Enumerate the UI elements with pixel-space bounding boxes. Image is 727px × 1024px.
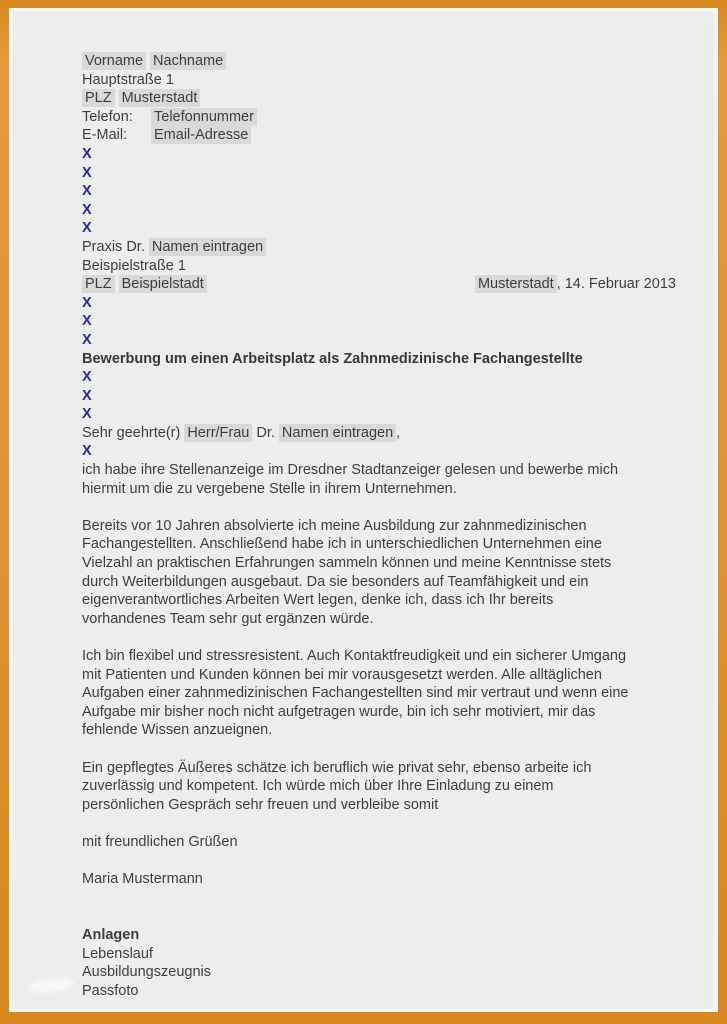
sender-name-line bbox=[82, 52, 676, 71]
sender-postal-placeholder: PLZ bbox=[82, 89, 115, 107]
paragraph-line: Bereits vor 10 Jahren absolvierte ich meine Ausbildung zur zahnmedizinischen bbox=[82, 517, 587, 534]
recipient-name-placeholder: Namen eintragen bbox=[149, 238, 266, 256]
recipient-name-prefix: Praxis Dr. bbox=[82, 238, 145, 255]
sender-city-line bbox=[82, 89, 676, 108]
x-marker-line: X bbox=[82, 331, 92, 348]
paragraph-line: fehlende Wissen anzueignen. bbox=[82, 722, 273, 739]
sender-first-name-placeholder: Vorname bbox=[82, 52, 146, 70]
paragraph-line: vorhandenes Team sehr gut ergänzen würde. bbox=[82, 610, 374, 627]
paragraph-4 bbox=[82, 759, 676, 815]
email-value-placeholder: Email-Adresse bbox=[151, 126, 251, 144]
enclosures-block bbox=[82, 926, 676, 1000]
x-marker-line: X bbox=[82, 406, 92, 423]
paragraph-line: persönlichen Gespräch sehr freuen und verbleibe somit bbox=[82, 796, 439, 813]
salutation-title-placeholder: Herr/Frau bbox=[184, 424, 252, 442]
recipient-city-group bbox=[82, 275, 207, 294]
recipient-block bbox=[82, 238, 676, 294]
letter-content bbox=[12, 11, 676, 1000]
salutation-prefix: Sehr geehrte(r) bbox=[82, 424, 181, 441]
paragraph-line: Aufgabe mir bisher noch nicht aufgetragen wurde, bin ich sehr motiviert, mir das bbox=[82, 703, 596, 720]
salutation-middle: Dr. bbox=[256, 424, 275, 441]
recipient-postal-placeholder: PLZ bbox=[82, 275, 115, 293]
enclosures-title: Anlagen bbox=[82, 926, 140, 943]
paragraph-line: Ich bin flexibel und stressresistent. Auch Kontaktfreudigkeit und ein sicherer Umgang bbox=[82, 648, 627, 664]
x-marker-line: X bbox=[82, 294, 92, 311]
paragraph-3 bbox=[82, 647, 676, 740]
enclosure-item: Lebenslauf bbox=[82, 945, 153, 962]
recipient-city-placeholder: Beispielstadt bbox=[119, 275, 207, 293]
x-marker-line: X bbox=[82, 220, 92, 237]
signature-line: Maria Mustermann bbox=[82, 871, 203, 888]
sender-phone-line bbox=[82, 108, 676, 127]
paragraph-line: hiermit um die zu vergebene Stelle in ihrem Unternehmen. bbox=[82, 480, 457, 497]
paragraph-line: Aufgaben einer zahnmedizinischen Fachangestellten sind mir vertraut und wenn eine bbox=[82, 685, 629, 702]
salutation-name-placeholder: Namen eintragen bbox=[279, 424, 396, 442]
enclosure-item: Ausbildungszeugnis bbox=[82, 964, 211, 981]
date-city-placeholder: Musterstadt bbox=[475, 275, 557, 293]
x-marker-line: X bbox=[82, 164, 92, 181]
sender-last-name-placeholder: Nachname bbox=[150, 52, 226, 70]
email-label: E-Mail: bbox=[82, 127, 128, 144]
paragraph-2 bbox=[82, 517, 676, 629]
sender-block bbox=[82, 52, 676, 145]
recipient-street-line: Beispielstraße 1 bbox=[82, 257, 186, 274]
x-marker-line: X bbox=[82, 369, 92, 386]
closing-line: mit freundlichen Grüßen bbox=[82, 833, 238, 850]
recipient-city-and-date-line bbox=[82, 275, 676, 294]
paragraph-line: zuverlässig und kompetent. Ich würde mich über Ihre Einladung zu einem bbox=[82, 778, 554, 795]
subject-line: Bewerbung um einen Arbeitsplatz als Zahnmedizinische Fachangestellte bbox=[82, 350, 583, 367]
paragraph-1 bbox=[82, 461, 676, 498]
phone-value-placeholder: Telefonnummer bbox=[151, 108, 257, 126]
x-marker-line: X bbox=[82, 183, 92, 200]
paragraph-line: Ein gepflegtes Äußeres schätze ich beruflich wie privat sehr, ebenso arbeite ich bbox=[82, 759, 592, 776]
date-group bbox=[475, 275, 676, 294]
sender-email-line bbox=[82, 126, 676, 145]
x-marker-line: X bbox=[82, 443, 92, 460]
paragraph-line: durch Weiterbildungen ausgebaut. Da sie besonders auf Teamfähigkeit und ein bbox=[82, 573, 589, 590]
paragraph-line: mit Patienten und Kunden können bei mir vorausgesetzt werden. Alle alltäglichen bbox=[82, 666, 602, 683]
phone-label: Telefon: bbox=[82, 108, 133, 125]
paragraph-line: ich habe ihre Stellenanzeige im Dresdner Stadtanzeiger gelesen und bewerbe mich bbox=[82, 462, 619, 479]
salutation-comma: , bbox=[396, 424, 401, 441]
x-marker-line: X bbox=[82, 313, 92, 330]
letter-page bbox=[9, 8, 718, 1012]
sender-street-line: Hauptstraße 1 bbox=[82, 71, 174, 88]
recipient-name-line bbox=[82, 238, 676, 257]
paragraph-line: Vielzahl an praktischen Erfahrungen sammeln können und meine Kenntnisse stets bbox=[82, 555, 612, 572]
paragraph-line: eigenverantwortliches Arbeiten Wert legen, denke ich, dass ich Ihr bereits bbox=[82, 592, 554, 609]
x-marker-line: X bbox=[82, 201, 92, 218]
x-marker-line: X bbox=[82, 145, 92, 162]
x-marker-line: X bbox=[82, 387, 92, 404]
sender-city-placeholder: Musterstadt bbox=[119, 89, 201, 107]
salutation-line bbox=[82, 424, 676, 443]
enclosure-item: Passfoto bbox=[82, 982, 139, 999]
date-text: , 14. Februar 2013 bbox=[556, 276, 676, 293]
paragraph-line: Fachangestellten. Anschließend habe ich in unterschiedlichen Unternehmen eine bbox=[82, 536, 602, 553]
